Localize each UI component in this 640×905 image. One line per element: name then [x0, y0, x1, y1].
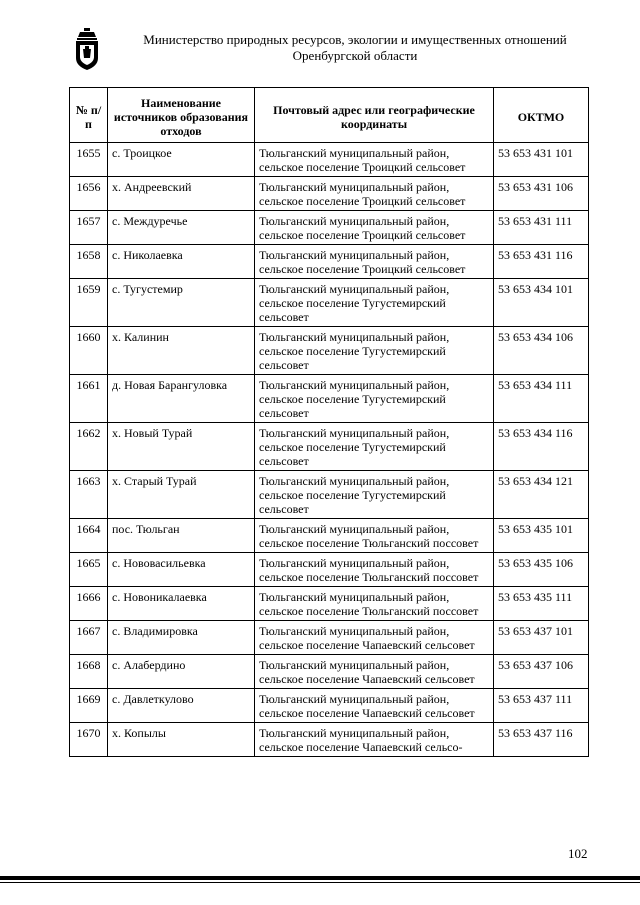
cell-oktmo: 53 653 435 106 — [494, 553, 589, 587]
cell-oktmo: 53 653 437 101 — [494, 621, 589, 655]
page-number: 102 — [568, 846, 588, 861]
table-row — [70, 587, 589, 621]
header-num: № п/п — [70, 88, 108, 143]
cell-oktmo: 53 653 434 116 — [494, 423, 589, 471]
cell-address: Тюльганский муниципальный район, сельское поселение Троицкий сельсовет — [255, 143, 494, 177]
table-header-row — [70, 88, 589, 143]
table-row — [70, 689, 589, 723]
cell-name: х. Старый Турай — [108, 471, 255, 519]
cell-num: 1668 — [70, 655, 108, 689]
cell-num: 1670 — [70, 723, 108, 757]
waste-sources-table — [69, 87, 589, 757]
cell-name: с. Новоникалаевка — [108, 587, 255, 621]
cell-name: с. Николаевка — [108, 245, 255, 279]
footer-rule-thin — [0, 882, 640, 883]
table-row — [70, 279, 589, 327]
cell-address: Тюльганский муниципальный район, сельское поселение Тюльганский поссовет — [255, 519, 494, 553]
cell-name: с. Владимировка — [108, 621, 255, 655]
header-address: Почтовый адрес или географические координаты — [255, 88, 494, 143]
cell-num: 1659 — [70, 279, 108, 327]
cell-num: 1661 — [70, 375, 108, 423]
cell-num: 1655 — [70, 143, 108, 177]
cell-num: 1662 — [70, 423, 108, 471]
cell-name: пос. Тюльган — [108, 519, 255, 553]
cell-num: 1663 — [70, 471, 108, 519]
table-row — [70, 519, 589, 553]
ministry-title-line2: Оренбургской области — [292, 48, 418, 63]
cell-num: 1658 — [70, 245, 108, 279]
cell-address: Тюльганский муниципальный район, сельское поселение Тугустемирский сельсовет — [255, 423, 494, 471]
cell-address: Тюльганский муниципальный район, сельское поселение Троицкий сельсовет — [255, 211, 494, 245]
cell-address: Тюльганский муниципальный район, сельское поселение Тюльганский поссовет — [255, 553, 494, 587]
cell-oktmo: 53 653 434 111 — [494, 375, 589, 423]
cell-name: х. Новый Турай — [108, 423, 255, 471]
table-row — [70, 327, 589, 375]
cell-address: Тюльганский муниципальный район, сельское поселение Тугустемирский сельсовет — [255, 279, 494, 327]
cell-address: Тюльганский муниципальный район, сельское поселение Тюльганский поссовет — [255, 587, 494, 621]
table-row — [70, 553, 589, 587]
cell-num: 1667 — [70, 621, 108, 655]
table-row — [70, 245, 589, 279]
cell-num: 1657 — [70, 211, 108, 245]
footer-rule — [0, 876, 640, 880]
cell-name: с. Междуречье — [108, 211, 255, 245]
ministry-title-line1: Министерство природных ресурсов, экологии и имущественных отношений — [143, 32, 567, 47]
table-row — [70, 423, 589, 471]
table-body — [70, 143, 589, 757]
cell-oktmo: 53 653 435 101 — [494, 519, 589, 553]
coat-of-arms-icon — [74, 28, 100, 70]
cell-address: Тюльганский муниципальный район, сельское поселение Тугустемирский сельсовет — [255, 471, 494, 519]
cell-oktmo: 53 653 431 111 — [494, 211, 589, 245]
cell-name: х. Копылы — [108, 723, 255, 757]
table-row — [70, 177, 589, 211]
table-row — [70, 211, 589, 245]
cell-name: с. Нововасильевка — [108, 553, 255, 587]
cell-num: 1664 — [70, 519, 108, 553]
table-row — [70, 471, 589, 519]
cell-address: Тюльганский муниципальный район, сельское поселение Чапаевский сельсовет — [255, 655, 494, 689]
header-oktmo: ОКТМО — [494, 88, 589, 143]
cell-oktmo: 53 653 431 116 — [494, 245, 589, 279]
table-row — [70, 143, 589, 177]
cell-name: с. Тугустемир — [108, 279, 255, 327]
cell-oktmo: 53 653 435 111 — [494, 587, 589, 621]
cell-name: х. Андреевский — [108, 177, 255, 211]
table-row — [70, 621, 589, 655]
cell-num: 1656 — [70, 177, 108, 211]
cell-num: 1660 — [70, 327, 108, 375]
cell-oktmo: 53 653 437 116 — [494, 723, 589, 757]
header-name: Наименование источников образования отходов — [108, 88, 255, 143]
cell-name: с. Троицкое — [108, 143, 255, 177]
table-row — [70, 655, 589, 689]
cell-num: 1665 — [70, 553, 108, 587]
cell-name: д. Новая Барангуловка — [108, 375, 255, 423]
cell-num: 1666 — [70, 587, 108, 621]
cell-oktmo: 53 653 431 106 — [494, 177, 589, 211]
table-row — [70, 375, 589, 423]
cell-oktmo: 53 653 434 106 — [494, 327, 589, 375]
cell-address: Тюльганский муниципальный район, сельское поселение Чапаевский сельсовет — [255, 621, 494, 655]
cell-oktmo: 53 653 437 106 — [494, 655, 589, 689]
cell-num: 1669 — [70, 689, 108, 723]
cell-oktmo: 53 653 434 101 — [494, 279, 589, 327]
cell-name: с. Давлеткулово — [108, 689, 255, 723]
cell-name: х. Калинин — [108, 327, 255, 375]
cell-oktmo: 53 653 434 121 — [494, 471, 589, 519]
cell-address: Тюльганский муниципальный район, сельское поселение Тугустемирский сельсовет — [255, 375, 494, 423]
ministry-title — [110, 32, 600, 64]
cell-address: Тюльганский муниципальный район, сельское поселение Троицкий сельсовет — [255, 245, 494, 279]
cell-address: Тюльганский муниципальный район, сельское поселение Троицкий сельсовет — [255, 177, 494, 211]
cell-oktmo: 53 653 437 111 — [494, 689, 589, 723]
cell-address: Тюльганский муниципальный район, сельское поселение Чапаевский сельсо- — [255, 723, 494, 757]
cell-name: с. Алабердино — [108, 655, 255, 689]
table-row — [70, 723, 589, 757]
cell-address: Тюльганский муниципальный район, сельское поселение Чапаевский сельсовет — [255, 689, 494, 723]
document-header — [0, 0, 640, 80]
cell-oktmo: 53 653 431 101 — [494, 143, 589, 177]
cell-address: Тюльганский муниципальный район, сельское поселение Тугустемирский сельсовет — [255, 327, 494, 375]
